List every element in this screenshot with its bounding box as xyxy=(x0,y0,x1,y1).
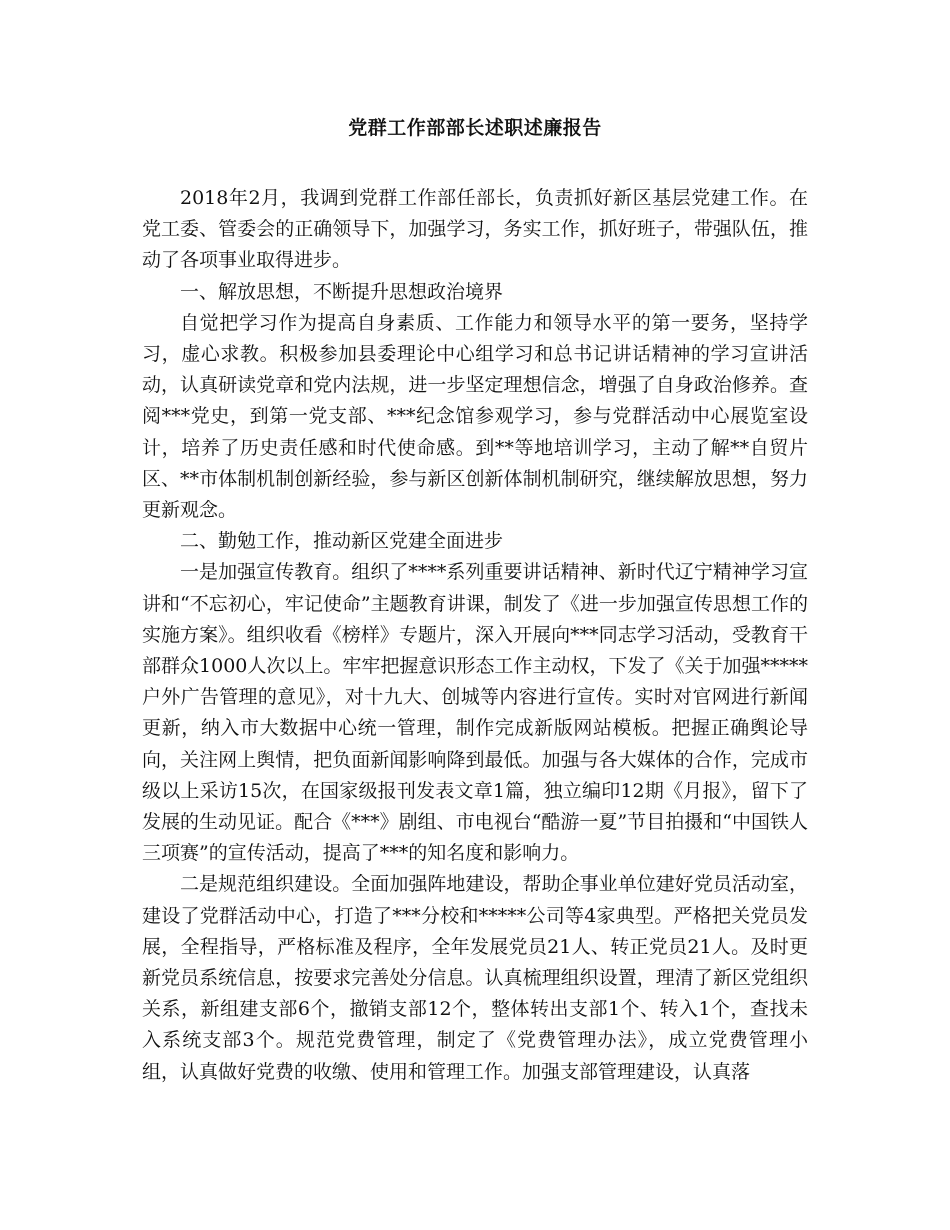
section-heading-1: 一、解放思想，不断提升思想政治境界 xyxy=(180,280,504,303)
document-title: 党群工作部部长述职述廉报告 xyxy=(348,117,602,139)
paragraph-intro: 2018年2月，我调到党群工作部任部长，负责抓好新区基层党建工作。在党工委、管委会的正确领导下，加强学习，务实工作，抓好班子，带强队伍，推动了各项事业取得进步。 xyxy=(142,187,808,272)
document-body xyxy=(142,183,808,1088)
paragraph-organization: 二是规范组织建设。全面加强阵地建设，帮助企事业单位建好党员活动室，建设了党群活动中心，打造了***分校和*****公司等4家典型。严格把关党员发展，全程指导，严格标准及程序，全年发展党员21人、转正党员21人。及时更新党员系统信息，按要求完善处分信息。认真梳理组织设置，理清了新区党组织关系，新组建支部6个，撤销支部12个，整体转出支部1个、转入1个，查找未入系统支部3个。规范党费管理，制定了《党费管理办法》，成立党费管理小组，认真做好党费的收缴、使用和管理工作。加强支部管理建设，认真落 xyxy=(142,873,808,1083)
paragraph-publicity: 一是加强宣传教育。组织了****系列重要讲话精神、新时代辽宁精神学习宣讲和“不忘初心，牢记使命”主题教育讲课，制发了《进一步加强宣传思想工作的实施方案》。组织收看《榜样》专题片，深入开展向***同志学习活动，受教育干部群众1000人次以上。牢牢把握意识形态工作主动权，下发了《关于加强*****户外广告管理的意见》，对十九大、创城等内容进行宣传。实时对官网进行新闻更新，纳入市大数据中心统一管理，制作完成新版网站模板。把握正确舆论导向，关注网上舆情，把负面新闻影响降到最低。加强与各大媒体的合作，完成市级以上采访15次，在国家级报刊发表文章1篇，独立编印12期《月报》，留下了发展的生动见证。配合《***》剧组、市电视台“酷游一夏”节目拍摄和“中国铁人三项赛”的宣传活动，提高了***的知名度和影响力。 xyxy=(142,561,808,865)
section-heading-2: 二、勤勉工作，推动新区党建全面进步 xyxy=(180,530,504,553)
paragraph-study: 自觉把学习作为提高自身素质、工作能力和领导水平的第一要务，坚持学习，虚心求教。积极参加县委理论中心组学习和总书记讲话精神的学习宣讲活动，认真研读党章和党内法规，进一步坚定理想信念，增强了自身政治修养。查阅***党史，到第一党支部、***纪念馆参观学习，参与党群活动中心展览室设计，培养了历史责任感和时代使命感。到**等地培训学习，主动了解**自贸片区、**市体制机制创新经验，参与新区创新体制机制研究，继续解放思想，努力更新观念。 xyxy=(142,311,808,522)
